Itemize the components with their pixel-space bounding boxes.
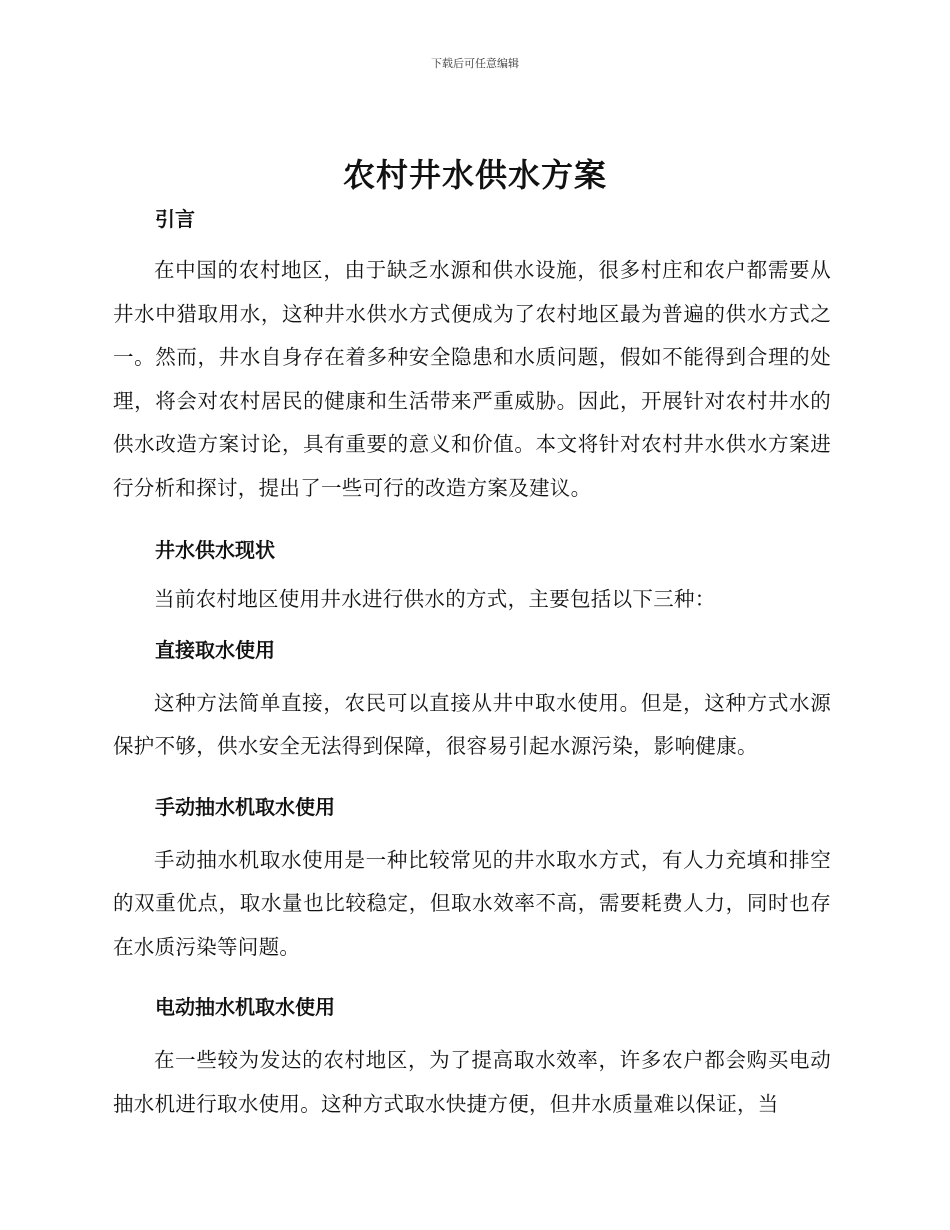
section-heading: 电动抽水机取水使用: [155, 995, 335, 1019]
section-intro: [113, 205, 831, 510]
section-heading: 直接取水使用: [155, 637, 275, 662]
header-note: 下载后可任意编辑: [431, 57, 519, 70]
section-direct: [113, 636, 831, 769]
section-paragraph: 这种方法简单直接，农民可以直接从井中取水使用。但是，这种方式水源保护不够，供水安全无法得到保障，很容易引起水源污染，影响健康。: [113, 690, 831, 758]
section-heading: 手动抽水机取水使用: [155, 794, 335, 819]
section-paragraph: 当前农村地区使用井水进行供水的方式，主要包括以下三种：: [154, 587, 716, 611]
section-paragraph: 在中国的农村地区，由于缺乏水源和供水设施，很多村庄和农户都需要从井水中猎取用水，这种井水供水方式便成为了农村地区最为普遍的供水方式之一。然而，井水自身存在着多种安全隐患和水质问题，假如不能得到合理的处理，将会对农村居民的健康和生活带来严重威胁。因此，开展针对农村井水的供水改造方案讨论，具有重要的意义和价值。本文将针对农村井水供水方案进行分析和探讨，提出了一些可行的改造方案及建议。: [113, 258, 831, 500]
section-paragraph: 在一些较为发达的农村地区，为了提高取水效率，许多农户都会购买电动抽水机进行取水使用。这种方式取水快捷方便，但井水质量难以保证，当: [113, 1048, 831, 1116]
section-heading: 引言: [155, 207, 195, 231]
section-manual-pump: [113, 793, 831, 970]
section-electric-pump: [113, 993, 831, 1126]
document-body: [113, 205, 831, 1126]
section-status: [113, 536, 831, 622]
page-title: 农村井水供水方案: [342, 156, 607, 194]
section-paragraph: 手动抽水机取水使用是一种比较常见的井水取水方式，有人力充填和排空的双重优点，取水量也比较稳定，但取水效率不高，需要耗费人力，同时也存在水质污染等问题。: [113, 847, 831, 959]
section-heading: 井水供水现状: [155, 538, 275, 562]
